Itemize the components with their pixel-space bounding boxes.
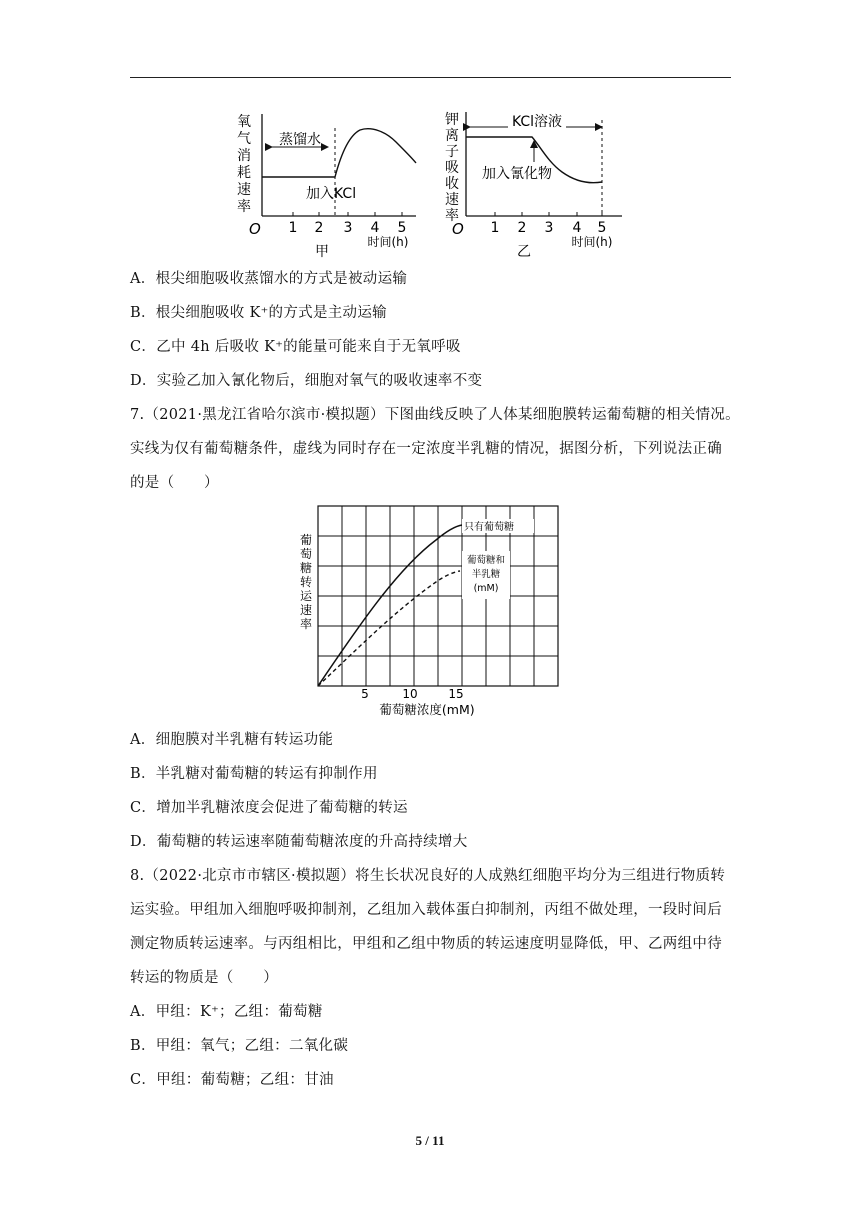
jia-caption: 甲 [315, 244, 329, 260]
svg-text:率: 率 [445, 208, 459, 224]
q8-stem-line: 运实验。甲组加入细胞呼吸抑制剂，乙组加入载体蛋白抑制剂，丙组不做处理，一段时间后 [130, 902, 722, 918]
jia-tick: 2 [314, 220, 324, 236]
yi-tick: 1 [490, 220, 500, 236]
svg-text:萄: 萄 [299, 547, 313, 561]
figure-glucose-transport [296, 500, 566, 722]
yi-tick: 2 [517, 220, 527, 236]
fig2-y-label [300, 532, 313, 631]
jia-x-label: 时间(h) [367, 235, 409, 249]
svg-text:钾: 钾 [445, 112, 459, 128]
fig2-dashed-label: (mM) [473, 583, 499, 594]
svg-text:速: 速 [445, 192, 459, 208]
q7-option-c: C．增加半乳糖浓度会促进了葡萄糖的转运 [130, 800, 408, 816]
yi-point-label: 加入氰化物 [482, 166, 552, 182]
fig2-x-label: 葡萄糖浓度(mM) [379, 702, 475, 717]
figure-jia [236, 108, 422, 260]
fig2-x-tick: 10 [402, 687, 418, 701]
svg-text:率: 率 [237, 199, 251, 215]
yi-arrow-label: KCl溶液 [511, 114, 563, 130]
yi-x-label: 时间(h) [571, 235, 613, 249]
q6-option-d: D．实验乙加入氰化物后，细胞对氧气的吸收速率不变 [130, 373, 483, 389]
q8-stem-line: 8.（2022·北京市市辖区·模拟题）将生长状况良好的人成熟红细胞平均分为三组进行物质转 [130, 868, 726, 884]
svg-text:耗: 耗 [237, 165, 251, 181]
yi-origin: O [452, 220, 464, 238]
q8-stem-line: 测定物质转运速率。与丙组相比，甲组和乙组中物质的转运速度明显降低，甲、乙两组中待 [130, 936, 722, 952]
q7-stem-line: 的是（ ） [130, 475, 219, 491]
svg-text:速: 速 [237, 182, 251, 198]
svg-text:速: 速 [299, 603, 313, 617]
svg-text:收: 收 [445, 176, 459, 192]
fig2-dashed-label: 葡萄糖和 [466, 555, 506, 566]
svg-text:运: 运 [299, 589, 313, 603]
jia-tick: 4 [370, 220, 380, 236]
q6-option-c: C．乙中 4h 后吸收 K⁺的能量可能来自于无氧呼吸 [130, 339, 461, 355]
q6-option-b: B．根尖细胞吸收 K⁺的方式是主动运输 [130, 305, 387, 321]
fig2-dashed-label: 半乳糖 [471, 569, 501, 580]
q8-option-b: B．甲组：氧气；乙组：二氧化碳 [130, 1038, 349, 1054]
q7-option-d: D．葡萄糖的转运速率随葡萄糖浓度的升高持续增大 [130, 834, 468, 850]
header-rule [130, 77, 731, 78]
yi-caption: 乙 [517, 244, 531, 260]
yi-tick: 3 [544, 220, 554, 236]
q8-option-a: A．甲组：K⁺；乙组：葡萄糖 [130, 1004, 323, 1020]
svg-text:葡: 葡 [299, 533, 313, 547]
q8-stem-line: 转运的物质是（ ） [130, 970, 278, 986]
jia-tick: 3 [343, 220, 353, 236]
figure-yi [440, 108, 630, 260]
jia-point-label: 加入KCl [306, 186, 357, 202]
yi-y-label [445, 112, 459, 224]
svg-text:率: 率 [299, 617, 313, 631]
q8-option-c: C．甲组：葡萄糖；乙组：甘油 [130, 1072, 334, 1088]
q7-option-a: A．细胞膜对半乳糖有转运功能 [130, 732, 334, 748]
svg-text:离: 离 [445, 128, 459, 144]
jia-origin: O [249, 220, 261, 238]
fig2-x-tick: 15 [448, 687, 464, 701]
jia-arrow-label: 蒸馏水 [279, 132, 321, 148]
svg-text:氧: 氧 [237, 114, 251, 130]
page-number: 5 / 11 [415, 1133, 445, 1148]
q7-option-b: B．半乳糖对葡萄糖的转运有抑制作用 [130, 766, 378, 782]
q7-stem-line: 7.（2021·黑龙江省哈尔滨市·模拟题）下图曲线反映了人体某细胞膜转运葡萄糖的相关情况。 [130, 407, 740, 423]
fig2-solid-label: 只有葡萄糖 [464, 522, 514, 533]
jia-tick: 5 [397, 220, 407, 236]
yi-tick: 5 [597, 220, 607, 236]
q6-option-a: A．根尖细胞吸收蒸馏水的方式是被动运输 [130, 271, 408, 287]
svg-text:气: 气 [237, 131, 251, 147]
fig2-x-tick: 5 [361, 687, 369, 701]
jia-y-label [237, 114, 251, 215]
svg-text:糖: 糖 [299, 561, 313, 575]
svg-text:吸: 吸 [445, 160, 459, 176]
q7-stem-line: 实线为仅有葡萄糖条件，虚线为同时存在一定浓度半乳糖的情况，据图分析，下列说法正确 [130, 441, 722, 457]
svg-text:转: 转 [299, 575, 313, 589]
yi-tick: 4 [572, 220, 582, 236]
svg-text:消: 消 [237, 148, 251, 164]
jia-tick: 1 [288, 220, 298, 236]
svg-text:子: 子 [445, 144, 459, 160]
